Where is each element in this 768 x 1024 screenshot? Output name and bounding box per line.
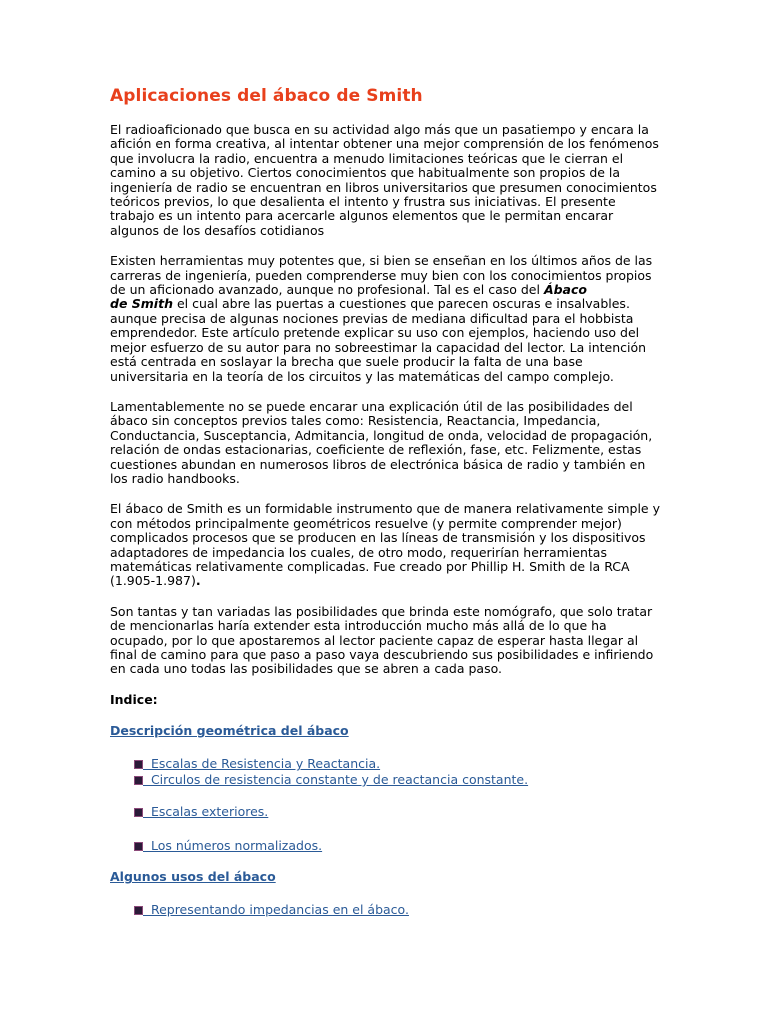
section-link-some-uses[interactable]: Algunos usos del ábaco (110, 869, 276, 885)
intro-paragraph-4 (110, 502, 662, 588)
list-item (134, 805, 662, 819)
geometric-description-list (110, 757, 662, 853)
paragraph-2-text-end: el cual abre las puertas a cuestiones que parecen oscuras e insalvables. aunque precisa de algunas nociones previas de mediana dificultad para el hobbista emprendedor. Este artículo pretende explicar su uso con ejemplos, haciendo uso del mejor esfuerzo de su autor para no sobreestimar la capacidad del lector. La intención está centrada en soslayar la brecha que suele producir la falta de una base universitaria en la teoría de los circuitos y las matemáticas del campo complejo. (110, 296, 647, 384)
square-bullet-icon (134, 808, 143, 817)
square-bullet-icon (134, 906, 143, 915)
list-item (134, 903, 662, 917)
paragraph-4-period: . (195, 573, 201, 589)
square-bullet-icon (134, 776, 143, 785)
square-bullet-icon (134, 760, 143, 769)
list-item (134, 757, 662, 771)
intro-paragraph-5: Son tantas y tan variadas las posibilidades que brinda este nomógrafo, que solo tratar de mencionarlas haría extender esta introducción mucho más allá de lo que ha ocupado, por lo que apostaremos al lector paciente capaz de esperar hasta llegar al final de camino para que paso a paso vaya descubriendo sus posibilidades e infiriendo en cada uno todas las posibilidades que se abren a cada paso. (110, 603, 654, 677)
link-constant-circles[interactable]: Circulos de resistencia constante y de reactancia constante. (143, 772, 529, 788)
link-scales-resistance-reactance[interactable]: Escalas de Resistencia y Reactancia. (143, 756, 381, 772)
paragraph-2-text-start: Existen herramientas muy potentes que, si bien se enseñan en los últimos años de las carreras de ingeniería, pueden comprenderse muy bien con los conocimientos propios de un aficionado avanzado, aunque no profesional. Tal es el caso del (110, 253, 653, 298)
page-title: Aplicaciones del ábaco de Smith (110, 86, 423, 106)
abaco-emphasis: Ábaco (543, 282, 587, 298)
link-normalized-numbers[interactable]: Los números normalizados. (143, 838, 323, 854)
intro-paragraph-2 (110, 254, 662, 384)
list-item (134, 773, 662, 787)
square-bullet-icon (134, 842, 143, 851)
index-label: Indice: (110, 691, 158, 707)
de-smith-emphasis: de Smith (110, 296, 173, 312)
list-item (134, 839, 662, 853)
paragraph-4-text: El ábaco de Smith es un formidable instrumento que de manera relativamente simple y con métodos principalmente geométricos resuelve (y permite comprender mejor) complicados procesos que se producen en las líneas de transmisión y los dispositivos adaptadores de impedancia los cuales, de otro modo, requerirían herramientas matemáticas relativamente complicadas. Fue creado por Phillip H. Smith de la RCA (1.905-1.987) (110, 501, 660, 589)
document-page (110, 86, 662, 917)
section-link-geometric-description[interactable]: Descripción geométrica del ábaco (110, 723, 349, 739)
intro-paragraph-3: Lamentablemente no se puede encarar una explicación útil de las posibilidades del ábaco sin conceptos previos tales como: Resistencia, Reactancia, Impedancia, Conductancia, Susceptancia, Admitancia, longitud de onda, velocidad de propagación, relación de ondas estacionarias, coeficiente de reflexión, fase, etc. Felizmente, estas cuestiones abundan en numerosos libros de electrónica básica de radio y también en los radio handbooks. (110, 398, 653, 486)
link-exterior-scales[interactable]: Escalas exteriores. (143, 804, 269, 820)
intro-paragraph-1: El radioaficionado que busca en su actividad algo más que un pasatiempo y encara la afición en forma creativa, al intentar obtener una mejor comprensión de los fenómenos que involucra la radio, encuentra a menudo limitaciones teóricas que le cierran el camino a su objetivo. Ciertos conocimientos que habitualmente son propios de la ingeniería de radio se encuentran en libros universitarios que presumen conocimientos teóricos previos, lo que desalienta el intento y frustra sus iniciativas. El presente trabajo es un intento para acercarle algunos elementos que le permitan encarar algunos de los desafíos cotidianos (110, 122, 659, 238)
some-uses-list (110, 903, 662, 917)
link-representing-impedances[interactable]: Representando impedancias en el ábaco. (143, 902, 409, 918)
